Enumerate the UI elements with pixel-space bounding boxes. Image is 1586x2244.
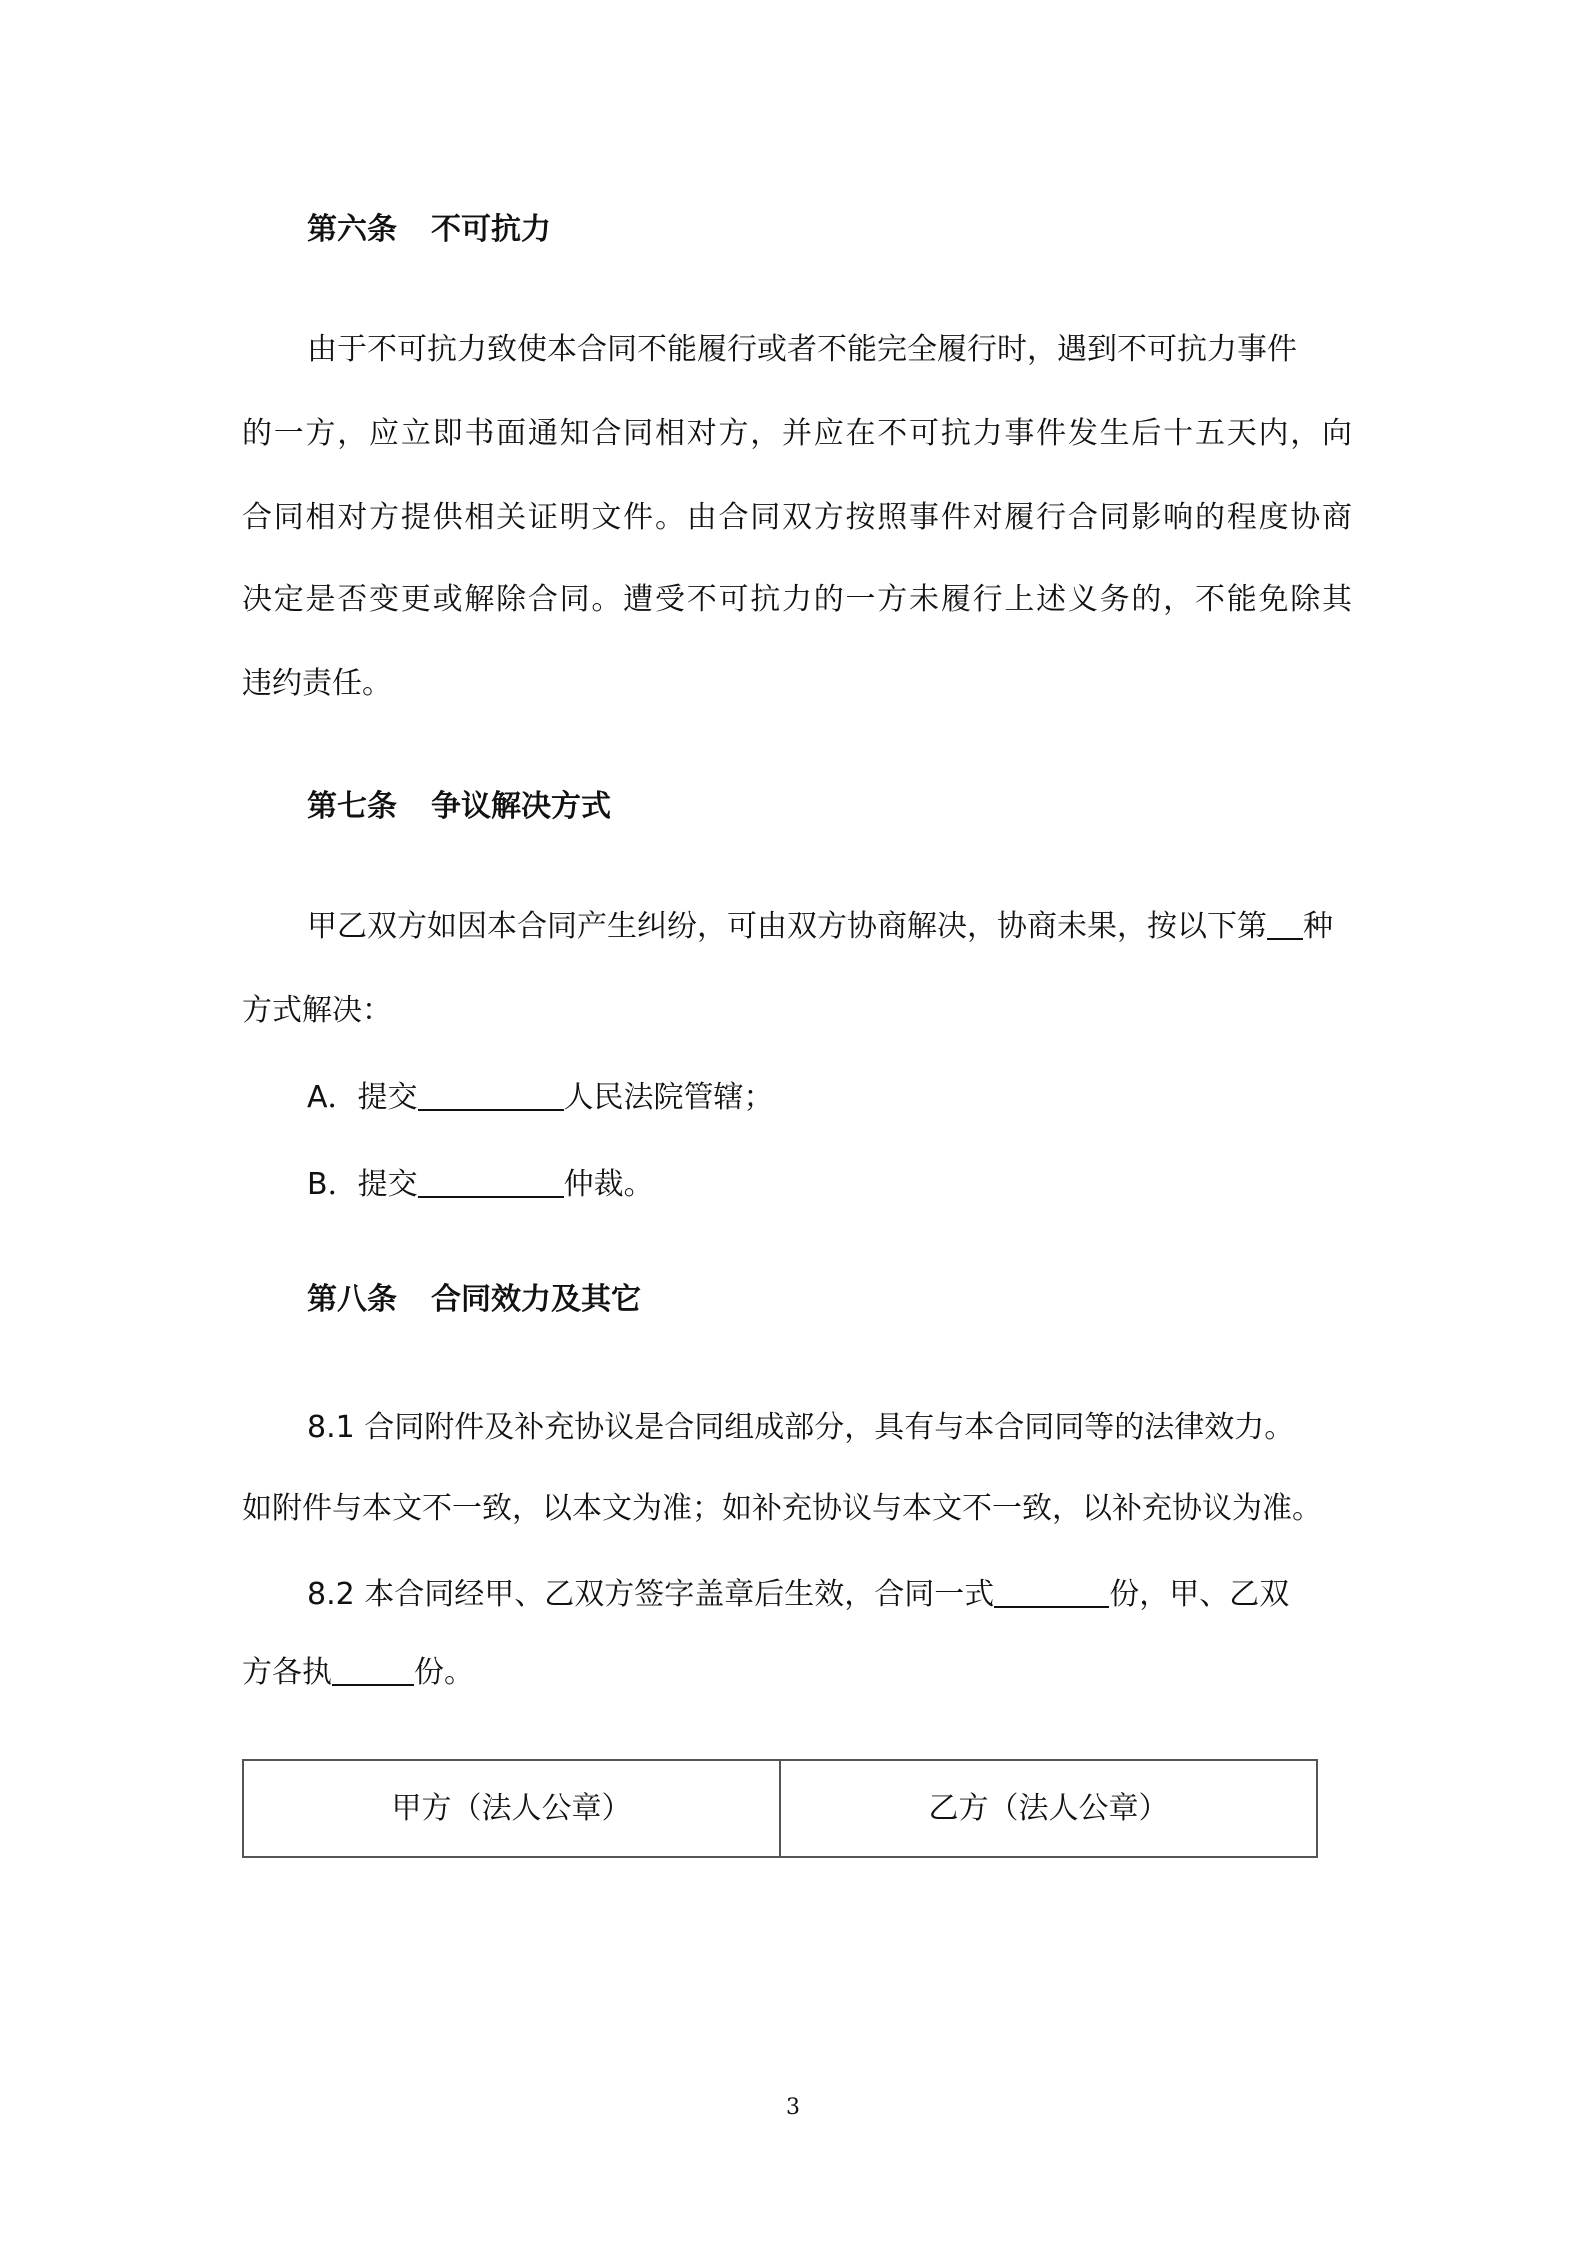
section-7-title: 争议解决方式: [431, 789, 611, 824]
option-a-suffix: 人民法院管辖；: [563, 1080, 774, 1115]
method-choice-blank[interactable]: [1267, 908, 1303, 940]
party-b-seal-cell: 乙方（法人公章）: [780, 1760, 1317, 1857]
section-8-number: 第八条: [307, 1282, 397, 1317]
clause-8-2-line-2-text: 方各执: [242, 1655, 332, 1690]
section-7-number: 第七条: [307, 789, 397, 824]
clause-8-1-line-1: 8.1 合同附件及补充协议是合同组成部分，具有与本合同同等的法律效力。: [307, 1410, 1295, 1445]
section-6-heading: [307, 210, 551, 250]
arbitration-name-blank[interactable]: [418, 1166, 564, 1198]
clause-8-2-line-2: [242, 1653, 474, 1693]
court-name-blank[interactable]: [418, 1079, 564, 1111]
section-6-line-4: 决定是否变更或解除合同。遭受不可抗力的一方未履行上述义务的，不能免除其: [242, 582, 1352, 617]
section-8-heading: [307, 1280, 641, 1320]
option-b-suffix: 仲裁。: [563, 1167, 654, 1202]
page-number: 3: [786, 2095, 800, 2120]
section-6-line-1: 由于不可抗力致使本合同不能履行或者不能完全履行时，遇到不可抗力事件: [307, 332, 1297, 367]
party-a-seal-cell: 甲方（法人公章）: [243, 1760, 780, 1857]
signature-table: [242, 1759, 1318, 1858]
total-copies-blank[interactable]: [994, 1576, 1109, 1608]
section-7-heading: [307, 787, 611, 827]
clause-8-2-line-1: [307, 1575, 1289, 1615]
section-6-number: 第六条: [307, 212, 397, 247]
option-b-prefix: B．提交: [307, 1167, 418, 1202]
copies-each-blank[interactable]: [332, 1654, 414, 1686]
clause-8-2-text-end: 份，甲、乙双: [1109, 1577, 1290, 1612]
clause-8-1-line-2: 如附件与本文不一致，以本文为准；如补充协议与本文不一致，以补充协议为准。: [242, 1491, 1322, 1526]
section-6-title: 不可抗力: [431, 212, 551, 247]
option-a: [307, 1078, 774, 1118]
clause-8-2-line-2-end: 份。: [414, 1655, 474, 1690]
signature-row: [243, 1760, 1317, 1857]
section-8-title: 合同效力及其它: [431, 1282, 641, 1317]
clause-8-2-text: 8.2 本合同经甲、乙双方签字盖章后生效，合同一式: [307, 1577, 995, 1612]
section-7-line-1-end: 种: [1303, 909, 1333, 944]
section-7-line-1: [307, 907, 1333, 947]
option-b: [307, 1165, 654, 1205]
section-6-line-2: 的一方，应立即书面通知合同相对方，并应在不可抗力事件发生后十五天内，向: [242, 416, 1352, 451]
section-7-line-2: 方式解决：: [242, 993, 392, 1028]
section-6-line-3: 合同相对方提供相关证明文件。由合同双方按照事件对履行合同影响的程度协商: [242, 500, 1352, 535]
option-a-prefix: A．提交: [307, 1080, 418, 1115]
section-7-line-1-text: 甲乙双方如因本合同产生纠纷，可由双方协商解决，协商未果，按以下第: [307, 909, 1267, 944]
section-6-line-5: 违约责任。: [242, 666, 392, 701]
